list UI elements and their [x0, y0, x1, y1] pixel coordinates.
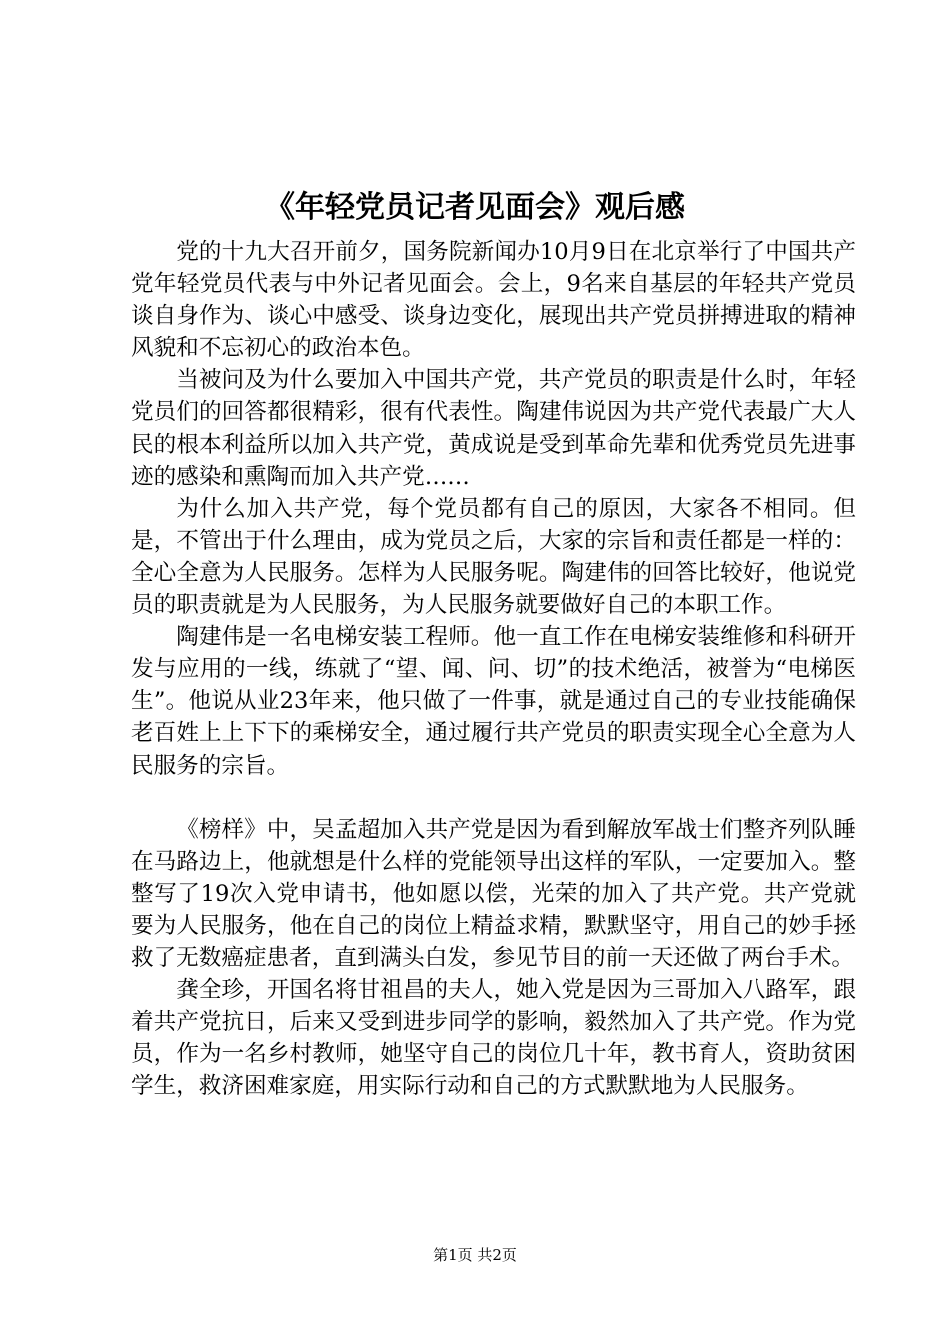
paragraph: 党的十九大召开前夕，国务院新闻办10月9日在北京举行了中国共产党年轻党员代表与中外记者见面会。会上，9名来自基层的年轻共产党员谈自身作为、谈心中感受、谈身边变化，展现出共产党员拼搏进取的精神风貌和不忘初心的政治本色。 — [131, 239, 856, 362]
document-title: 《年轻党员记者见面会》观后感 — [265, 190, 685, 225]
paragraph: 为什么加入共产党，每个党员都有自己的原因，大家各不相同。但是，不管出于什么理由，成为党员之后，大家的宗旨和责任都是一样的：全心全意为人民服务。怎样为人民服务呢。陶建伟的回答比较好，他说党员的职责就是为人民服务，为人民服务就要做好自己的本职工作。 — [131, 495, 856, 619]
paragraph: 《榜样》中，吴孟超加入共产党是因为看到解放军战士们整齐列队睡在马路边上，他就想是什么样的党能领导出这样的军队，一定要加入。整整写了19次入党申请书，他如愿以偿，光荣的加入了共产党。共产党就要为人民服务，他在自己的岗位上精益求精，默默坚守，用自己的妙手拯救了无数癌症患者，直到满头白发，参见节目的前一天还做了两台手术。 — [131, 816, 856, 972]
document-body — [131, 236, 856, 1103]
paragraph: 当被问及为什么要加入中国共产党，共产党员的职责是什么时，年轻党员们的回答都很精彩，很有代表性。陶建伟说因为共产党代表最广大人民的根本利益所以加入共产党，黄成说是受到革命先辈和优秀党员先进事迹的感染和熏陶而加入共产党…… — [131, 367, 856, 490]
page-number-footer: 第1页 共2页 — [433, 1246, 517, 1264]
paragraph: 陶建伟是一名电梯安装工程师。他一直工作在电梯安装维修和科研开发与应用的一线，练就了“望、闻、问、切”的技术绝活，被誉为“电梯医生”。他说从业23年来，他只做了一件事，就是通过自己的专业技能确保老百姓上上下下的乘梯安全，通过履行共产党员的职责实现全心全意为人民服务的宗旨。 — [131, 624, 856, 779]
paragraph: 龚全珍，开国名将甘祖昌的夫人，她入党是因为三哥加入八路军，跟着共产党抗日，后来又受到进步同学的影响，毅然加入了共产党。作为党员，作为一名乡村教师，她坚守自己的岗位几十年，教书育人，资助贫困学生，救济困难家庭，用实际行动和自己的方式默默地为人民服务。 — [131, 977, 856, 1100]
